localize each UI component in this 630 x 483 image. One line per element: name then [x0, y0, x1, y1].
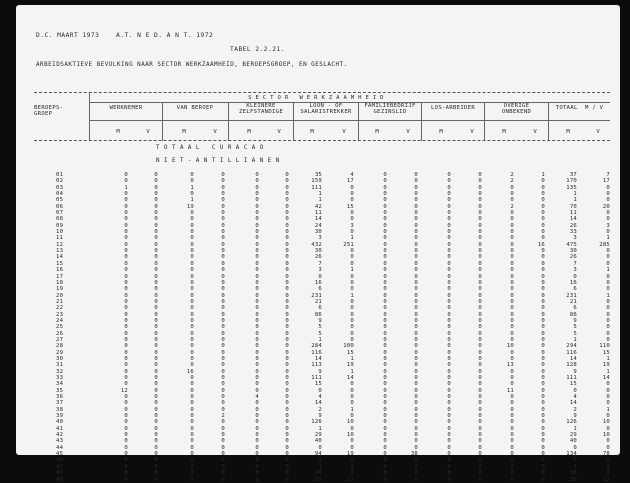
data-column: 1 0 0 0 0 0 0 0 0 0 0 16 0 0 0 0 0 0 0 0 0 0 0 0 0 0 0 0 0 0 0 0 0 0 0 0 0 0 0 0 0 0 0 0 0 0 0 0 0 [537, 172, 545, 483]
column-header: OVERIGE ONBEKEND [501, 103, 532, 115]
column-header: LOON - OF SALARISTREKKER [300, 103, 352, 115]
data-column: 0 0 1 0 0 0 0 0 0 0 0 0 0 0 0 0 0 0 0 0 0 0 0 0 0 0 0 0 0 0 0 0 0 0 12 0 0 0 0 0 0 0 0 0 0 0 0 0 0 [120, 172, 128, 483]
column-header: TOTAAL M / V [555, 105, 604, 111]
gender-label: V [596, 129, 600, 135]
data-column: 0 0 0 0 0 0 0 0 0 0 0 0 0 0 0 0 0 0 0 0 0 0 0 0 0 0 0 0 0 0 0 0 0 0 0 0 0 0 0 0 0 0 0 0 0 0 0 0 0 [154, 172, 158, 483]
data-column: 2 2 0 0 0 2 0 0 0 0 0 0 0 0 0 0 0 0 0 0 0 0 0 0 0 0 0 10 0 0 13 0 0 0 11 0 0 0 0 0 0 0 0 0 0 0 0 0 0 [506, 172, 514, 483]
section-total: T O T A A L C U R A C A O [156, 145, 264, 151]
gender-label: V [277, 129, 281, 135]
data-column: 7 17 0 0 0 20 0 0 3 0 1 285 0 0 0 1 0 0 0 1 0 0 0 0 0 0 0 110 15 1 19 1 14 0 0 0 0 1 0 10 0 10 0 0 78 0 3 8 12 [599, 172, 610, 483]
print-date: D.C. MAART 1973 [36, 32, 100, 39]
data-column: 0 0 0 0 0 0 0 0 0 0 0 0 0 0 0 0 0 0 0 0 0 0 0 0 0 0 0 0 0 0 0 0 0 0 0 0 0 0 2 0 0 0 0 0 0 0 0 0 0 [221, 172, 225, 483]
gender-label: V [213, 129, 217, 135]
column-header: VAN BEROEP [176, 105, 214, 111]
gender-label: M [439, 129, 443, 135]
row-header: BEROEPS- GROEP [34, 105, 64, 117]
data-column: 35 159 111 1 1 42 11 14 24 30 3 432 30 26 7 3 0 16 6 231 21 6 86 9 5 5 1 284 116 14 113 9 111 15 0 4 14 2 9 126 1 29 40 0 94 3 1 98 23 [311, 172, 322, 483]
data-column: 0 0 0 0 0 0 0 0 0 0 0 0 0 0 0 0 0 0 0 0 0 0 0 0 0 0 0 0 0 0 0 0 0 0 0 0 0 0 0 0 0 0 0 0 0 0 0 0 0 [285, 172, 289, 483]
table-number: TABEL 2.2.21. [230, 46, 285, 53]
gender-label: M [310, 129, 314, 135]
gender-label: M [502, 129, 506, 135]
sector-group-header: S E C T O R W E R K Z A A M H E I D [248, 95, 384, 101]
column-header: WERKNEMER [109, 105, 143, 111]
publication-code: A.T. N E D. A N T. 1972 [116, 32, 214, 39]
data-column: 37 170 135 1 1 70 11 14 26 33 3 475 30 26 7 3 0 16 6 231 21 6 86 9 5 5 1 294 116 14 128 9 111 15 0 4 14 2 9 126 1 29 40 0 134 3 1 98 29 [566, 172, 577, 483]
row-codes: 01 02 03 04 05 06 07 08 09 10 11 12 13 14 15 16 17 18 19 20 21 22 23 24 25 26 27 28 29 30 31 32 33 34 35 36 37 38 39 40 41 42 43 44 45 46 47 48 49 [56, 172, 64, 483]
data-column: 0 0 0 0 0 0 0 0 0 0 0 0 0 0 0 0 0 0 0 0 0 0 0 0 0 0 0 0 0 0 0 0 0 0 0 0 0 0 0 0 0 0 0 0 38 0 0 0 0 [410, 172, 418, 483]
data-column: 0 0 0 0 0 0 0 0 0 0 0 0 0 0 0 0 0 0 0 0 0 0 0 0 0 0 0 0 0 0 0 0 0 0 0 0 0 0 0 0 0 0 0 0 0 0 0 0 0 [383, 172, 387, 483]
document-page [16, 5, 620, 483]
gender-label: V [533, 129, 537, 135]
table-title: ARBEIDSAKTIEVE BEVOLKING NAAR SECTOR WERKZAAMHEID, BEROEPSGROEP, EN GESLACHT. [36, 62, 348, 68]
column-header: LOS-ARBEIDER [430, 105, 475, 111]
gender-label: V [342, 129, 346, 135]
gender-label: M [116, 129, 120, 135]
gender-label: M [566, 129, 570, 135]
gender-label: V [470, 129, 474, 135]
data-column: 0 0 0 0 0 0 0 0 0 0 0 0 0 0 0 0 0 0 0 0 0 0 0 0 0 0 0 0 0 0 0 0 0 0 0 4 0 0 0 0 0 0 0 0 0 0 0 0 2 [255, 172, 259, 483]
data-column: 0 0 0 0 0 0 0 0 0 0 0 0 0 0 0 0 0 0 0 0 0 0 0 0 0 0 0 0 0 0 0 0 0 0 0 0 0 0 0 0 0 0 0 0 0 0 0 0 0 [447, 172, 451, 483]
gender-label: M [247, 129, 251, 135]
section-group: N I E T - A N T I L L I A N E N [156, 158, 280, 164]
column-header: KLEINERE ZELFSTANDIGE [238, 103, 283, 115]
gender-label: V [146, 129, 150, 135]
header-bottom-rule [34, 140, 610, 141]
data-column: 0 0 1 0 1 19 0 0 0 0 0 0 0 0 0 0 0 0 0 0 0 0 0 0 0 0 0 0 0 0 0 16 0 0 0 0 0 0 0 0 0 0 0 0 0 0 0 0 3 [186, 172, 194, 483]
gender-label: V [406, 129, 410, 135]
divider [89, 93, 90, 141]
data-column: 0 0 0 0 0 0 0 0 0 0 0 0 0 0 0 0 0 0 0 0 0 0 0 0 0 0 0 0 0 0 0 0 0 0 0 0 0 0 0 0 0 0 0 0 0 0 0 0 0 [478, 172, 482, 483]
gender-label: M [182, 129, 186, 135]
gender-label: M [375, 129, 379, 135]
column-header: FAMILIEBEDRIJF GEZINSLID [364, 103, 416, 115]
table-top-rule [34, 92, 610, 93]
data-column: 4 17 0 0 0 15 0 0 3 0 1 251 0 0 0 1 0 0 0 1 0 0 0 0 0 0 0 100 15 1 19 1 14 0 0 0 0 1 0 10 0 10 0 0 19 0 3 8 11 [343, 172, 354, 483]
subheader-rule [89, 120, 610, 121]
